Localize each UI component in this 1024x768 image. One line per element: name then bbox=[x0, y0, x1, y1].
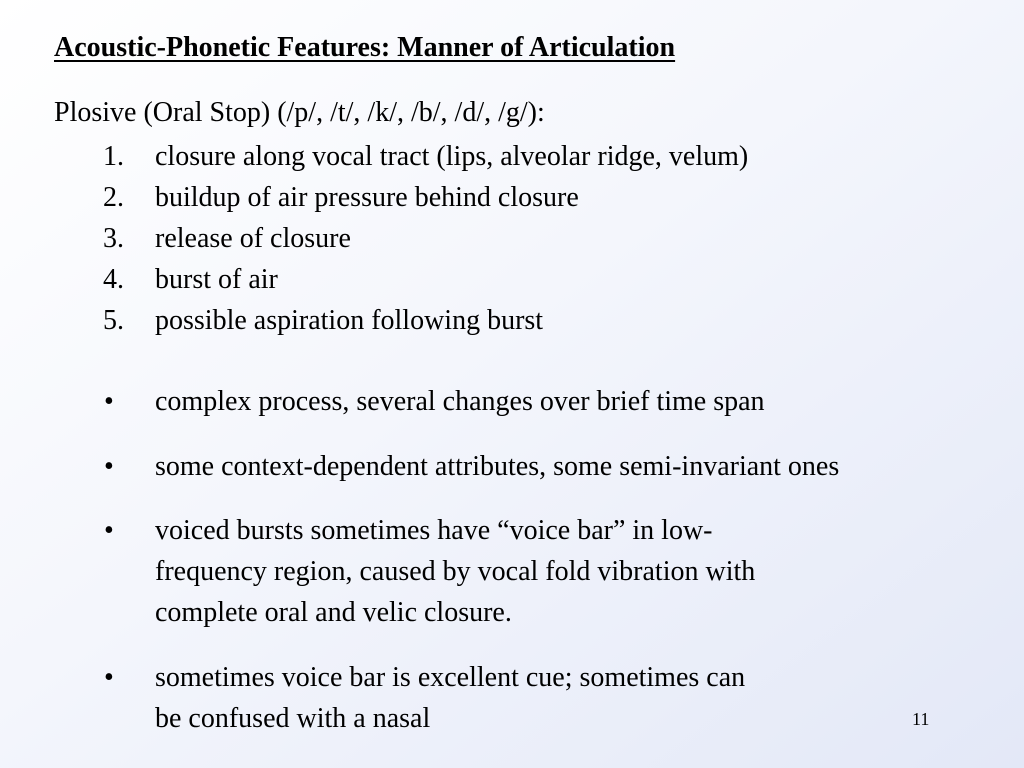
bullet-icon: • bbox=[104, 515, 114, 546]
item-number: 2. bbox=[103, 182, 124, 213]
bullet-text bbox=[155, 510, 755, 633]
bullet-line: frequency region, caused by vocal fold vibration with bbox=[155, 556, 756, 587]
slide-title: Acoustic-Phonetic Features: Manner of Articulation bbox=[54, 32, 676, 63]
item-text: possible aspiration following burst bbox=[155, 305, 544, 336]
bullet-text bbox=[155, 446, 839, 487]
bullet-line: complex process, several changes over brief time span bbox=[155, 386, 765, 417]
item-number: 4. bbox=[103, 264, 124, 295]
item-text: burst of air bbox=[155, 264, 278, 295]
item-text: buildup of air pressure behind closure bbox=[155, 182, 579, 213]
item-number: 3. bbox=[103, 223, 124, 254]
bullet-icon: • bbox=[104, 451, 114, 482]
bullet-line: sometimes voice bar is excellent cue; sometimes can bbox=[155, 662, 746, 693]
item-text: release of closure bbox=[155, 223, 351, 254]
slide-number: 11 bbox=[912, 709, 930, 729]
bullet-line: voiced bursts sometimes have “voice bar” in low- bbox=[155, 515, 713, 546]
item-number: 5. bbox=[103, 305, 124, 336]
section-heading: Plosive (Oral Stop) (/p/, /t/, /k/, /b/, /d/, /g/): bbox=[54, 97, 545, 128]
item-number: 1. bbox=[103, 141, 124, 172]
item-text: closure along vocal tract (lips, alveolar ridge, velum) bbox=[155, 141, 749, 172]
bullet-text bbox=[155, 657, 745, 739]
bullet-line: be confused with a nasal bbox=[155, 703, 431, 734]
bullet-line: complete oral and velic closure. bbox=[155, 597, 512, 628]
bullet-icon: • bbox=[104, 662, 114, 693]
bullet-text bbox=[155, 381, 765, 422]
bullet-icon: • bbox=[104, 386, 114, 417]
bullet-line: some context-dependent attributes, some semi-invariant ones bbox=[155, 451, 840, 482]
